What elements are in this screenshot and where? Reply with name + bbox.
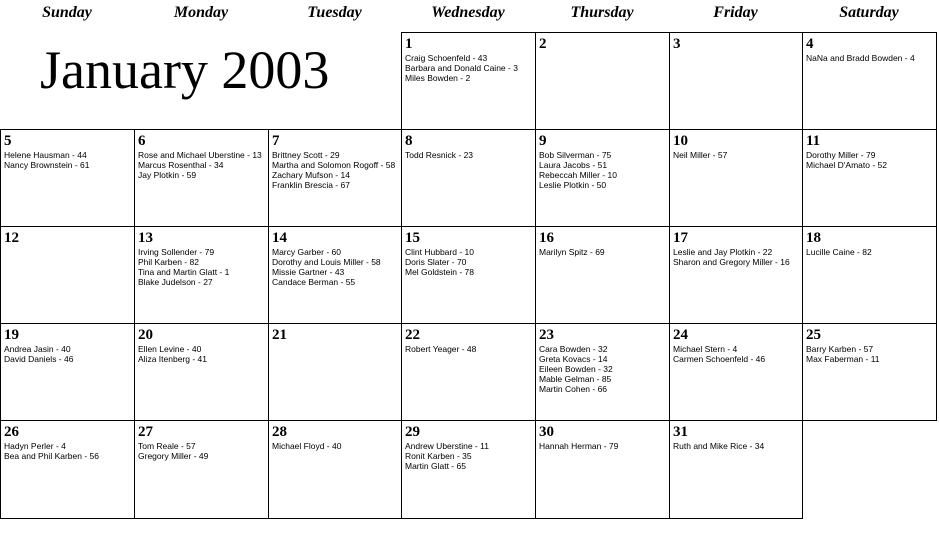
day-number: 27 [138,424,153,440]
day-cell-29 [401,420,536,519]
event-list [405,150,533,160]
day-number: 4 [806,36,814,52]
event-entry: Missie Gartner - 43 [272,267,345,277]
day-cell-19 [0,323,135,421]
event-list [673,150,800,160]
day-number: 3 [673,36,681,52]
weekday-header-tuesday: Tuesday [307,4,362,21]
day-number: 10 [673,133,688,149]
day-number: 16 [539,230,554,246]
event-entry: Dorothy Miller - 79 [806,150,876,160]
event-entry: Zachary Mufson - 14 [272,170,350,180]
day-cell-30 [535,420,670,519]
day-cell-1 [401,32,536,130]
day-cell-12 [0,226,135,324]
event-entry: Martin Cohen - 66 [539,384,608,394]
event-entry: Todd Resnick - 23 [405,150,474,160]
event-list [673,344,800,364]
weekday-header-sunday: Sunday [42,4,92,21]
day-number: 24 [673,327,688,343]
event-entry: Rose and Michael Uberstine - 13 [138,150,262,160]
day-cell-23 [535,323,670,421]
day-number: 17 [673,230,688,246]
day-number: 25 [806,327,821,343]
event-entry: Marilyn Spitz - 69 [539,247,605,257]
event-list [272,247,399,287]
event-entry: Craig Schoenfeld - 43 [405,53,488,63]
day-cell-25 [802,323,937,421]
event-entry: Rebeccah Miller - 10 [539,170,617,180]
event-entry: Martin Glatt - 65 [405,461,466,471]
event-entry: Barbara and Donald Caine - 3 [405,63,518,73]
day-number: 6 [138,133,146,149]
event-entry: Ruth and Mike Rice - 34 [673,441,765,451]
event-entry: Barry Karben - 57 [806,344,874,354]
day-number: 23 [539,327,554,343]
day-number: 28 [272,424,287,440]
weekday-header-friday: Friday [713,4,758,21]
month-title: January 2003 [40,40,330,100]
event-entry: Irving Sollender - 79 [138,247,215,257]
event-entry: Andrea Jasin - 40 [4,344,71,354]
event-list [539,150,667,190]
event-entry: Carmen Schoenfeld - 46 [673,354,766,364]
event-entry: Marcus Rosenthal - 34 [138,160,224,170]
event-entry: Michael Stern - 4 [673,344,738,354]
day-number: 19 [4,327,19,343]
day-cell-11 [802,129,937,227]
day-number: 11 [806,133,821,149]
day-number: 1 [405,36,413,52]
event-entry: Lucille Caine - 82 [806,247,872,257]
day-number: 22 [405,327,420,343]
event-entry: Michael D'Amato - 52 [806,160,887,170]
day-cell-15 [401,226,536,324]
event-entry: Sharon and Gregory Miller - 16 [673,257,790,267]
day-cell-9 [535,129,670,227]
day-number: 12 [4,230,19,246]
event-list [4,150,132,170]
day-cell-22 [401,323,536,421]
day-cell-31 [669,420,803,519]
day-number: 2 [539,36,547,52]
day-cell-8 [401,129,536,227]
event-entry: Mel Goldstein - 78 [405,267,474,277]
event-entry: Marcy Garber - 60 [272,247,341,257]
day-cell-20 [134,323,269,421]
event-entry: Neil Miller - 57 [673,150,728,160]
event-entry: Eileen Bowden - 32 [539,364,613,374]
event-entry: Martha and Solomon Rogoff - 58 [272,160,396,170]
event-list [673,247,800,267]
day-cell-24 [669,323,803,421]
day-cell-17 [669,226,803,324]
day-number: 14 [272,230,287,246]
event-list [673,441,800,451]
weekday-header-thursday: Thursday [570,4,634,21]
event-list [405,247,533,277]
event-list [405,53,533,83]
day-cell-6 [134,129,269,227]
event-list [138,344,266,364]
weekday-header-wednesday: Wednesday [431,4,505,21]
day-number: 13 [138,230,153,246]
event-list [405,441,533,471]
event-entry: Max Faberman - 11 [806,354,880,364]
event-entry: Hadyn Perler - 4 [4,441,66,451]
day-cell-26 [0,420,135,519]
event-entry: Robert Yeager - 48 [405,344,477,354]
event-entry: Leslie and Jay Plotkin - 22 [673,247,773,257]
event-entry: Tina and Martin Glatt - 1 [138,267,230,277]
day-number: 31 [673,424,688,440]
event-list [806,150,934,170]
event-list [272,150,399,190]
event-entry: Blake Judelson - 27 [138,277,213,287]
day-cell-2 [535,32,670,130]
day-number: 20 [138,327,153,343]
event-entry: Bob Silverman - 75 [539,150,612,160]
event-entry: Greta Kovacs - 14 [539,354,608,364]
event-entry: Laura Jacobs - 51 [539,160,608,170]
day-number: 29 [405,424,420,440]
event-entry: Bea and Phil Karben - 56 [4,451,99,461]
event-entry: Doris Slater - 70 [405,257,467,267]
event-list [138,247,266,287]
event-entry: Candace Berman - 55 [272,277,356,287]
weekday-header-monday: Monday [173,4,229,21]
event-entry: David Daniels - 46 [4,354,74,364]
event-entry: Clint Hubbard - 10 [405,247,474,257]
day-number: 5 [4,133,12,149]
day-cell-13 [134,226,269,324]
event-entry: Hannah Herman - 79 [539,441,619,451]
event-entry: Jay Plotkin - 59 [138,170,197,180]
day-cell-16 [535,226,670,324]
event-entry: Helene Hausman - 44 [4,150,87,160]
event-entry: Leslie Plotkin - 50 [539,180,607,190]
event-list [138,150,266,180]
event-entry: NaNa and Bradd Bowden - 4 [806,53,915,63]
day-cell-27 [134,420,269,519]
day-number: 30 [539,424,554,440]
event-entry: Michael Floyd - 40 [272,441,342,451]
day-cell-3 [669,32,803,130]
day-number: 18 [806,230,821,246]
day-cell-14 [268,226,402,324]
event-entry: Brittney Scott - 29 [272,150,340,160]
day-number: 9 [539,133,547,149]
day-cell-28 [268,420,402,519]
event-list [138,441,266,461]
event-list [272,441,399,451]
event-entry: Nancy Brownstein - 61 [4,160,90,170]
day-cell-5 [0,129,135,227]
day-cell-21 [268,323,402,421]
event-entry: Phil Karben - 82 [138,257,199,267]
day-number: 15 [405,230,420,246]
day-number: 26 [4,424,19,440]
day-number: 7 [272,133,280,149]
event-entry: Dorothy and Louis Miller - 58 [272,257,381,267]
day-number: 8 [405,133,413,149]
event-list [405,344,533,354]
event-entry: Tom Reale - 57 [138,441,196,451]
event-entry: Mable Gelman - 85 [539,374,612,384]
day-cell-4 [802,32,937,130]
day-cell-18 [802,226,937,324]
event-entry: Gregory Miller - 49 [138,451,209,461]
event-entry: Ellen Levine - 40 [138,344,202,354]
event-list [4,441,132,461]
event-entry: Franklin Brescia - 67 [272,180,350,190]
weekday-header-saturday: Saturday [839,4,899,21]
day-cell-7 [268,129,402,227]
event-list [806,344,934,364]
event-entry: Ronit Karben - 35 [405,451,472,461]
event-list [806,53,934,63]
day-cell-10 [669,129,803,227]
event-list [539,344,667,394]
event-list [806,247,934,257]
day-number: 21 [272,327,287,343]
event-entry: Miles Bowden - 2 [405,73,471,83]
event-list [539,441,667,451]
event-entry: Andrew Uberstine - 11 [405,441,489,451]
event-list [4,344,132,364]
event-list [539,247,667,257]
event-entry: Cara Bowden - 32 [539,344,608,354]
event-entry: Aliza Itenberg - 41 [138,354,207,364]
